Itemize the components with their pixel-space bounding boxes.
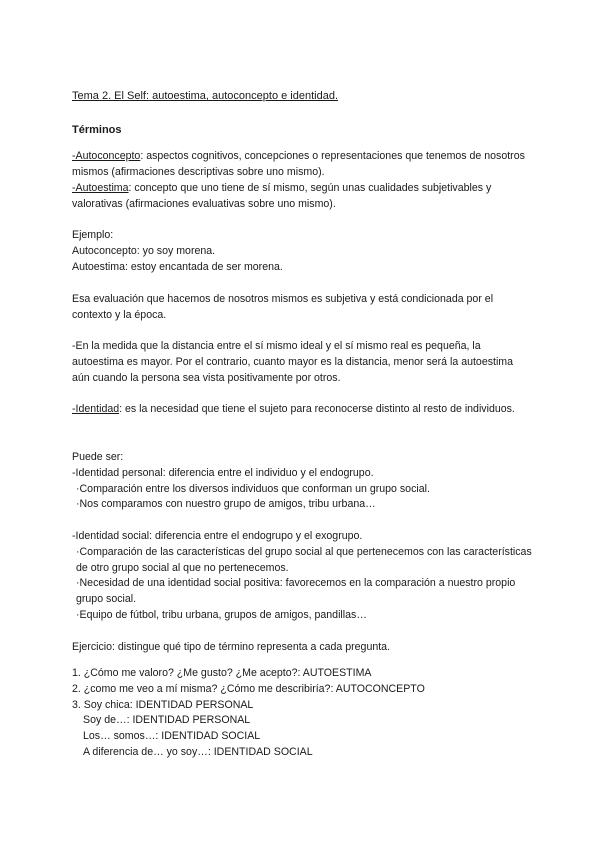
exercise-intro: Ejercicio: distingue qué tipo de término representa a cada pregunta. [72,641,391,653]
definition-text: : concepto que uno tiene de sí mismo, según unas cualidades subjetivables y valorativas (afirmaciones evaluativas sobre uno mismo). [72,182,492,210]
list-item: ·Comparación de las características del grupo social al que pertenecemos con las características de otro grupo social al que no pertenecemos. [76,545,532,574]
section-heading: Términos [72,124,122,136]
identity-social: -Identidad social: diferencia entre el endogrupo y el exogrupo. [72,530,363,542]
list-item: ·Nos comparamos con nuestro grupo de amigos, tribu urbana… [76,498,376,511]
identity-personal: -Identidad personal: diferencia entre el individuo y el endogrupo. [72,466,374,479]
list-item: ·Comparación entre los diversos individuos que conforman un grupo social. [76,482,430,495]
term-autoestima: -Autoestima [72,182,129,194]
example-block [72,228,532,275]
example-label: Ejemplo: [72,229,114,241]
list-item: 3. Soy chica: IDENTIDAD PERSONAL [72,698,254,711]
example-line: Autoestima: estoy encantada de ser morena. [72,260,283,273]
paragraph-evaluacion: Esa evaluación que hacemos de nosotros mismos es subjetiva y está condicionada por el contexto y la época. [72,293,494,321]
term-identidad: -Identidad [72,403,120,415]
list-item: Soy de…: IDENTIDAD PERSONAL [83,714,251,727]
list-item: 1. ¿Cómo me valoro? ¿Me gusto? ¿Me acepto?: AUTOESTIMA [72,667,372,679]
identity-types [72,450,532,513]
exercise-list [72,666,532,761]
definition-text: : es la necesidad que tiene el sujeto para reconocerse distinto al resto de individuos. [119,403,515,415]
list-item: ·Equipo de fútbol, tribu urbana, grupos de amigos, pandillas… [76,608,367,621]
document-title [72,89,532,105]
definition-text: : aspectos cognitivos, concepciones o representaciones que tenemos de nosotros mismos (afirmaciones descriptivas sobre uno mismo). [72,150,525,178]
list-item: 2. ¿como me veo a mí misma? ¿Cómo me describiría?: AUTOCONCEPTO [72,682,425,695]
definition-autoestima [72,181,532,213]
example-line: Autoconcepto: yo soy morena. [72,244,216,257]
title-text: Tema 2. El Self: autoestima, autoconcepto e identidad. [72,90,338,102]
list-item: ·Necesidad de una identidad social positiva: favorecemos en la comparación a nuestro propio grupo social. [76,577,516,606]
identity-social-block [72,529,532,624]
definition-identidad [72,402,532,418]
list-item: Los… somos…: IDENTIDAD SOCIAL [83,730,261,743]
types-label: Puede ser: [72,451,124,463]
definition-autoconcepto [72,149,532,181]
term-autoconcepto: -Autoconcepto [72,150,141,162]
list-item: A diferencia de… yo soy…: IDENTIDAD SOCIAL [83,745,313,758]
paragraph-distancia: -En la medida que la distancia entre el sí mismo ideal y el sí mismo real es pequeña, la autoestima es mayor. Por el contrario, cuanto mayor es la distancia, menor será la autoestima aún cuando la persona sea vista positivamente por otros. [72,340,514,384]
